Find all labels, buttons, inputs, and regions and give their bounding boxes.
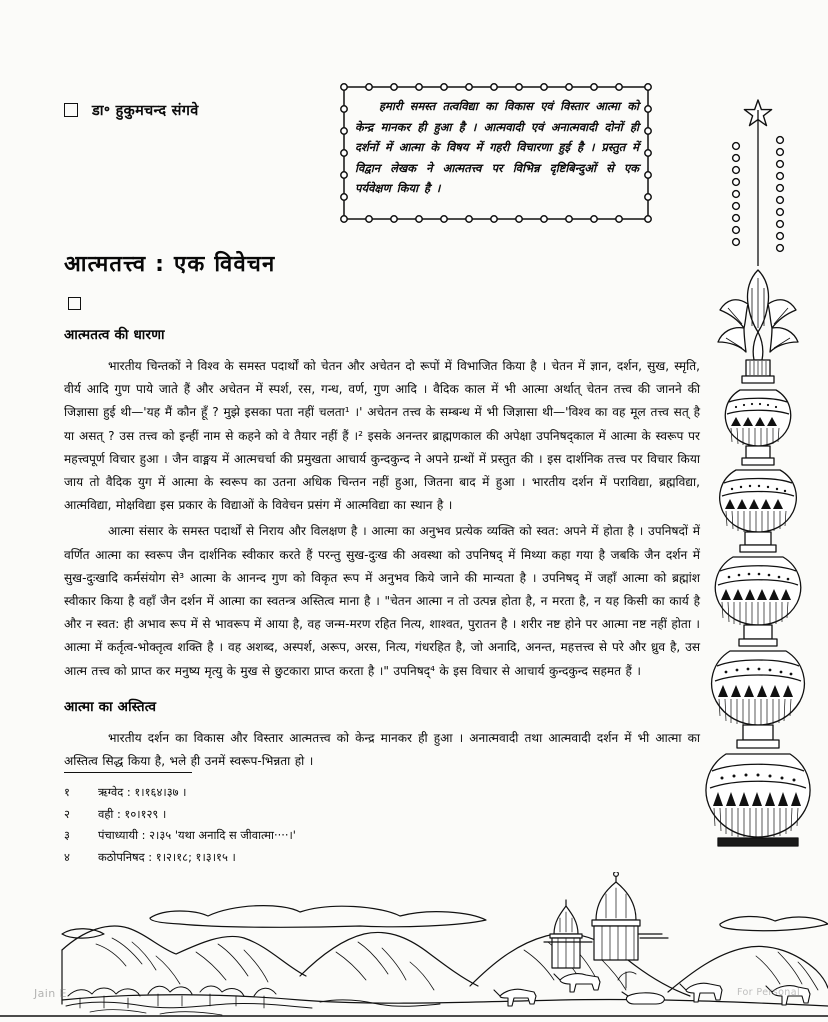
mountain-landscape-illustration	[0, 872, 828, 1022]
square-bullet-icon-secondary	[68, 297, 81, 310]
square-bullet-icon	[64, 103, 78, 117]
footnote-list	[64, 782, 524, 868]
footnote-divider	[64, 772, 192, 773]
article-title: आत्मतत्त्व : एक विवेचन	[64, 252, 276, 277]
footnote-item	[64, 782, 524, 804]
footnote-text: ऋग्वेद : १।१६४।३७ ।	[98, 785, 187, 799]
valley-line	[62, 995, 828, 1006]
base-plinth	[718, 838, 798, 846]
footnote-number: १	[64, 785, 70, 799]
abstract-box	[337, 80, 655, 226]
author-byline	[64, 100, 199, 120]
body-paragraph: आत्मा संसार के समस्त पदार्थों से निराय और विलक्षण है । आत्मा का अनुभव प्रत्येक व्यक्ति को स्वत: अपने में होता है । उपनिषदों में वर्णित आत्मा का स्वरूप जैन दार्शनिक स्वीकार करते हैं परन्तु सुख-दुःख की अवस्था को उपनिषद् में मिथ्या कहा गया है जबकि जैन दर्शन में सुख-दुःखादि कर्मसंयोग से³ आत्मा के आनन्द गुण को विकृत रूप में अनुभव किये जाने की मान्यता है । उपनिषद् में जहाँ आत्मा को ब्रह्मांश स्वीकार किया है वहाँ जैन दर्शन में आत्मा का स्वतन्त्र अस्तित्व माना है । "चेतन आत्मा न तो उत्पन्न होता है, न मरता है, न यह किसी का कार्य है और न स्वत: ही अभाव रूप में से भावरूप में आया है, वह जन्म-मरण रहित नित्य, शाश्वत, पुरातन है । शरीर नष्ट होने पर आत्मा नष्ट नहीं होता । आत्मा में कर्तृत्व-भोक्तृत्व शक्ति है । वह अशब्द, अस्पर्श, अरूप, अरस, नित्य, गंधरहित है, जो अनादि, अनन्त, महत्तत्त्व से परे और ध्रुव है, उस आत्म तत्त्व को प्राप्त कर मनुष्य मृत्यु के मुख से छुटकारा प्राप्त करता है ।" उपनिषद्⁴ के इस विचार से आचार्य कुन्दकुन्द सहमत हैं ।	[64, 524, 700, 678]
kalash-pot	[725, 390, 790, 465]
hilltop-temple	[544, 872, 668, 968]
pillar-neck	[742, 360, 774, 383]
ridge-shading	[96, 938, 818, 990]
section-heading-2: आत्मा का अस्तित्व	[64, 698, 157, 715]
author-name: डा॰ हुकुमचन्द संगवे	[92, 103, 199, 119]
footnote-item	[64, 825, 524, 847]
watermark-right: For Personal	[736, 987, 800, 998]
kalash-pot	[720, 470, 797, 552]
footnote-number: २	[64, 806, 70, 821]
abstract-text: हमारी समस्त तत्वविद्या का विकास एवं विस्तार आत्मा को केन्द्र मानकर ही हुआ है । आत्मवादी एवं अनात्मवादी दोनों ही दर्शनों में आत्मा के विषय में गहरी विचारणा हुई है । प्रस्तुत में विद्वान लेखक ने आत्मतत्त्व पर विभिन्न दृष्टिबिन्दुओं से एक पर्यवेक्षण किया है ।	[355, 99, 639, 195]
decorative-pillar-illustration	[688, 78, 828, 878]
footnote-text: पंचाध्यायी : २।३५ 'यथा अनादि स जीवात्मा····।'	[98, 828, 296, 842]
section-heading-1: आत्मतत्व की धारणा	[64, 327, 165, 343]
footnote-number: ३	[64, 828, 70, 842]
article-body	[64, 325, 700, 776]
watermark-left: Jain E	[34, 987, 67, 1000]
body-paragraph: भारतीय दर्शन का विकास और विस्तार आत्मतत्त्व को केन्द्र मानकर ही हुआ । अनात्मवादी तथा आत्मवादी दर्शन में भी आत्मा का अस्तित्व सिद्ध किया है, भले ही उनमें स्वरूप-भिन्नता हो ।	[64, 730, 700, 769]
kalash-pot	[712, 651, 805, 748]
footnote-text: कठोपनिषद : १।२।१८; १।३।१५ ।	[98, 849, 236, 864]
footnote-item	[64, 804, 524, 826]
body-paragraph: भारतीय चिन्तकों ने विश्व के समस्त पदार्थों को चेतन और अचेतन दो रूपों में विभाजित किया है । चेतन में ज्ञान, दर्शन, सुख, स्मृति, वीर्य आदि गुण पाये जाते हैं और अचेतन में स्पर्श, रस, गन्ध, वर्ण, गुण आदि । वैदिक काल में भी आत्मा अर्थात् चेतन तत्त्व की जानने की जिज्ञासा हुई थी—'यह मैं कौन हूँ ? मुझे इसका पता नहीं चलता¹ ।' अचेतन तत्त्व के सम्बन्ध में भी जिज्ञासा थी—'विश्व का वह मूल तत्त्व सत् है या असत् ? उस तत्त्व को इन्हीं नाम से कहने को वे तैयार नहीं हैं ।² इसके अनन्तर ब्राह्मणकाल की अपेक्षा उपनिषद्काल में आत्मा के स्वरूप पर महत्त्वपूर्ण विचार हुआ । जैन वाङ्मय में आत्मचर्चा की प्रमुखता आचार्य कुन्दकुन्द ने अपने ग्रन्थों में प्रस्तुत की । इस दार्शनिक तत्त्व पर विचार किया जाय तो वैदिक युग में आत्मा के स्वरूप का उतना अधिक चिन्तन नहीं हुआ, जितना बाद में हुआ । भारतीय दर्शन में पराविद्या, ब्रह्मविद्या, आत्मविद्या, मोक्षविद्या इस प्रकार के विद्याओं के विवेचन प्रसंग में आत्मविद्या का स्थान है ।	[64, 359, 700, 513]
rocky-foreground	[66, 986, 440, 1015]
kalash-pot	[706, 754, 810, 837]
footnote-text: वही : १०।१२९ ।	[98, 806, 167, 821]
clouds	[62, 906, 828, 939]
lotus-crown	[718, 270, 798, 360]
footnote-item	[64, 847, 524, 869]
kalash-pot	[715, 557, 800, 646]
footnote-number: ४	[64, 849, 70, 864]
